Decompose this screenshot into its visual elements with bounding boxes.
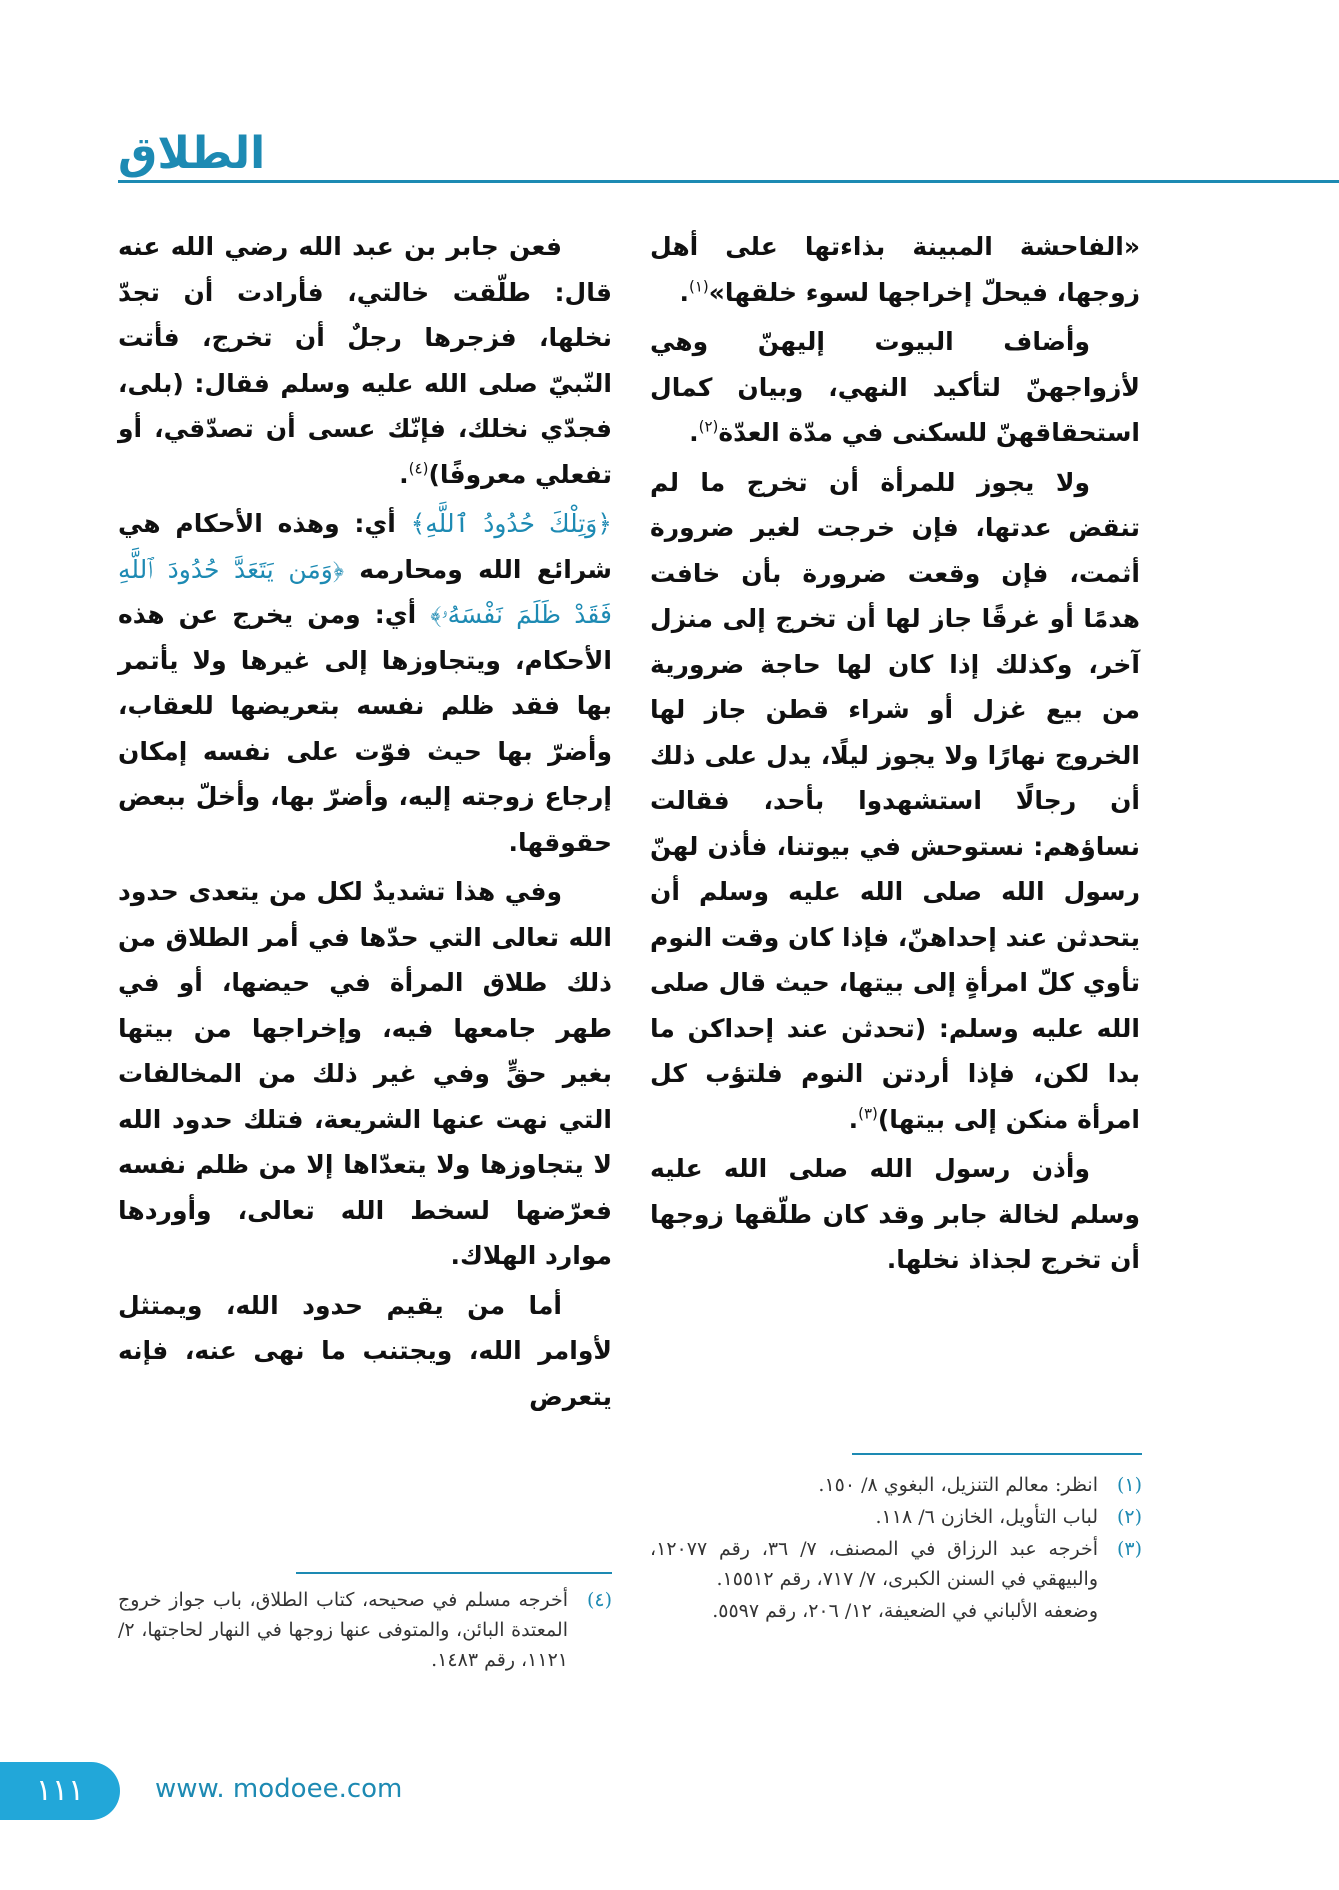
footnote-continuation: وضعفه الألباني في الضعيفة، ١٢/ ٢٠٦، رقم ٥٥٩٧. (712, 1600, 1098, 1622)
footnote-text: لباب التأويل، الخازن ٦/ ١١٨. (875, 1506, 1098, 1528)
footnote-divider (296, 1572, 612, 1574)
paragraph-end: . (399, 459, 409, 489)
footnote-text: أخرجه عبد الرزاق في المصنف، ٧/ ٣٦، رقم ١٢٠٧٧، والبيهقي في السنن الكبرى، ٧/ ٧١٧، رقم ١٥٥١٢. (650, 1538, 1098, 1590)
footnote-ref[interactable]: (٢) (698, 417, 719, 436)
footnote-number: (٢) (1116, 1506, 1142, 1528)
header-divider (118, 180, 1339, 183)
footnote-number: (٣) (1116, 1538, 1142, 1560)
paragraph-end: . (848, 1104, 859, 1134)
footnote (650, 1470, 1142, 1500)
paragraph (118, 224, 612, 497)
paragraph-end: . (689, 418, 699, 447)
quran-verse: ﴿وَمَن يَتَعَدَّ حُدُودَ ٱللَّهِ فَقَدْ ظَلَمَ نَفْسَهُۥ﴾ (118, 554, 612, 629)
paragraph: وفي هذا تشديدٌ لكل من يتعدى حدود الله تعالى التي حدّها في أمر الطلاق من ذلك طلاق المرأة في حيضها، أو في طهر جامعها فيه، وإخراجها من بيتها بغير حقٍّ وفي غير ذلك من المخالفات التي نهت عنها الشريعة، فتلك حدود الله لا يتجاوزها ولا يتعدّاها إلا من ظلم نفسه فعرّضها لسخط الله تعالى، وأوردها موارد الهلاك. (118, 877, 612, 1270)
paragraph-text: فعن جابر بن عبد الله رضي الله عنه قال: طلّقت خالتي، فأرادت أن تجدّ نخلها، فزجرها رجلٌ أن تخرج، فأتت النّبيّ صلى الله عليه وسلم فقال: (بلى، فجدّي نخلك، فإنّك عسى أن تصدّقي، أو تفعلي معروفًا) (118, 232, 612, 489)
footnote-divider (852, 1453, 1142, 1455)
footnotes-right (650, 1470, 1142, 1626)
paragraph-text: ولا يجوز للمرأة أن تخرج ما لم تنقض عدتها، فإن خرجت لغير ضرورة أثمت، فإن وقعت ضرورة بأن خافت هدمًا أو غرقًا جاز لها أن تخرج إلى منزل آخر، وكذلك إذا كان لها حاجة ضرورية من بيع غزل أو شراء قطن جاز لها الخروج نهارًا ولا يجوز ليلًا، يدل على ذلك أن رجالًا استشهدوا بأحد، فقالت نساؤهم: نستوحش في بيوتنا، فأذن لهنّ رسول الله صلى الله عليه وسلم أن يتحدثن عند إحداهنّ، فإذا كان وقت النوم تأوي كلّ امرأةٍ إلى بيتها، حيث قال صلى الله عليه وسلم: (تحدثن عند إحداكن ما بدا لكن، فإذا أردتن النوم فلتؤب كل امرأة منكن إلى بيتها) (650, 467, 1140, 1134)
text-column-right (650, 224, 1140, 1287)
website-link[interactable]: www. modoee.com (155, 1774, 403, 1804)
paragraph-text: «الفاحشة المبينة بذاءتها على أهل زوجها، فيحلّ إخراجها لسوء خلقها» (650, 232, 1140, 307)
paragraph: وأذن رسول الله صلى الله عليه وسلم لخالة جابر وقد كان طلّقها زوجها أن تخرج لجذاذ نخلها. (650, 1154, 1140, 1274)
paragraph-end: . (679, 277, 689, 307)
paragraph-text: أي: وهذه الأحكام هي شرائع الله ومحارمه (118, 509, 612, 584)
paragraph (650, 460, 1140, 1143)
footnote (650, 1534, 1142, 1594)
quran-verse: ﴿وَتِلْكَ حُدُودُ ٱللَّهِ﴾ (410, 509, 613, 538)
page-title: الطلاق (118, 128, 266, 179)
footnote-ref[interactable]: (٤) (408, 459, 429, 478)
paragraph: أما من يقيم حدود الله، ويمتثل لأوامر الله، ويجتنب ما نهى عنه، فإنه يتعرض (118, 1290, 612, 1411)
text-column-left (118, 224, 612, 1423)
footnote-ref[interactable]: (١) (689, 277, 709, 296)
paragraph-text: أي: ومن يخرج عن هذه الأحكام، ويتجاوزها إلى غيرها ولا يأتمر بها فقد ظلم نفسه بتعريضها للعقاب، وأضرّ بها حيث فوّت على نفسه إمكان إرجاع زوجته إليه، وأضرّ بها، وأخلّ ببعض حقوقها. (118, 600, 612, 857)
paragraph (650, 319, 1140, 456)
footnotes-left (118, 1585, 612, 1677)
paragraph-text: وأضاف البيوت إليهنّ وهي لأزواجهنّ لتأكيد النهي، وبيان كمال استحقاقهنّ للسكنى في مدّة العدّة (650, 327, 1140, 447)
footnote-text: انظر: معالم التنزيل، البغوي ٨/ ١٥٠. (818, 1474, 1098, 1496)
footnote-ref[interactable]: (٣) (858, 1104, 878, 1123)
footnote-text: أخرجه مسلم في صحيحه، كتاب الطلاق، باب جواز خروج المعتدة البائن، والمتوفى عنها زوجها في النهار لحاجتها، ٢/ ١١٢١، رقم ١٤٨٣. (118, 1589, 568, 1671)
page-number: ١١١ (0, 1762, 120, 1820)
footnote (118, 1585, 612, 1675)
paragraph (118, 501, 612, 865)
footnote (650, 1502, 1142, 1532)
footnote-number: (٤) (586, 1589, 612, 1611)
footnote-number: (١) (1116, 1474, 1142, 1496)
paragraph (650, 224, 1140, 315)
